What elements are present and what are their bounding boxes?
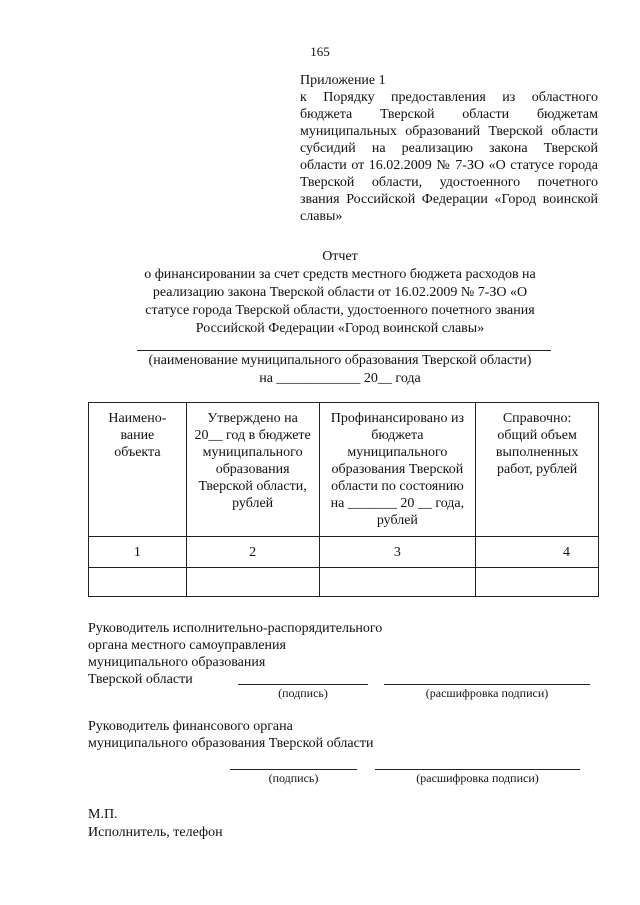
column-number: 3 (319, 537, 476, 568)
header-work-volume: Справочно: общий объем выполненных работ, рублей (476, 403, 599, 537)
appendix-title: Приложение 1 (300, 73, 386, 88)
head-admin-label: Руководитель исполнительно-распорядительного органа местного самоуправления муниципального образования Тверской области (88, 621, 383, 687)
signature-caption: (подпись) (278, 686, 328, 700)
municipality-hint: (наименование муниципального образования Тверской области) (148, 353, 532, 368)
column-number: 2 (186, 537, 319, 568)
municipality-blank-line (137, 350, 551, 351)
signature-line (238, 684, 368, 685)
report-date-line: на ____________ 20__ года (259, 371, 421, 386)
column-number: 1 (89, 537, 187, 568)
stamp-label: М.П. (88, 807, 118, 822)
appendix-body: к Порядку предоставления из областного бюджета Тверской области бюджетам муниципальных образований Тверской области субсидий на реализацию закона Тверской области от 16.02.2009 № 7-ЗО «О статусе города Тверской области, удостоенного почетного звания Российской Федерации «Город воинской славы» (300, 90, 598, 224)
table-cell (319, 568, 476, 597)
appendix-block (300, 72, 598, 225)
report-title: Отчет (322, 249, 358, 264)
table-cell (89, 568, 187, 597)
signature-caption: (подпись) (268, 771, 319, 785)
decode-caption: (расшифровка подписи) (425, 686, 549, 700)
decode-caption: (расшифровка подписи) (416, 771, 539, 785)
report-header (130, 248, 550, 338)
header-object-name: Наимено- вание объекта (89, 403, 187, 537)
table-row (89, 537, 599, 568)
header-approved-budget: Утверждено на 20__ год в бюджете муниципального образования Тверской области, рублей (186, 403, 319, 537)
table-cell (186, 568, 319, 597)
table-header-row (89, 403, 599, 537)
signature-line (230, 769, 357, 770)
table-cell (476, 568, 599, 597)
header-financed-amount: Профинансировано из бюджета муниципального образования Тверской области по состоянию на _______ 20 __ года, рублей (319, 403, 476, 537)
decode-line (375, 769, 580, 770)
executor-label: Исполнитель, телефон (88, 825, 223, 840)
head-finance-label: Руководитель финансового органа муниципального образования Тверской области (88, 719, 374, 751)
report-table (88, 402, 599, 597)
decode-line (384, 684, 590, 685)
table-row (89, 568, 599, 597)
report-subtitle: о финансировании за счет средств местного бюджета расходов на реализацию закона Тверской области от 16.02.2009 № 7-ЗО «О статусе города Тверской области, удостоенного почетного звания Российской Федерации «Город воинской славы» (144, 267, 536, 336)
page-number: 165 (310, 44, 330, 59)
column-number: 4 (476, 537, 599, 568)
